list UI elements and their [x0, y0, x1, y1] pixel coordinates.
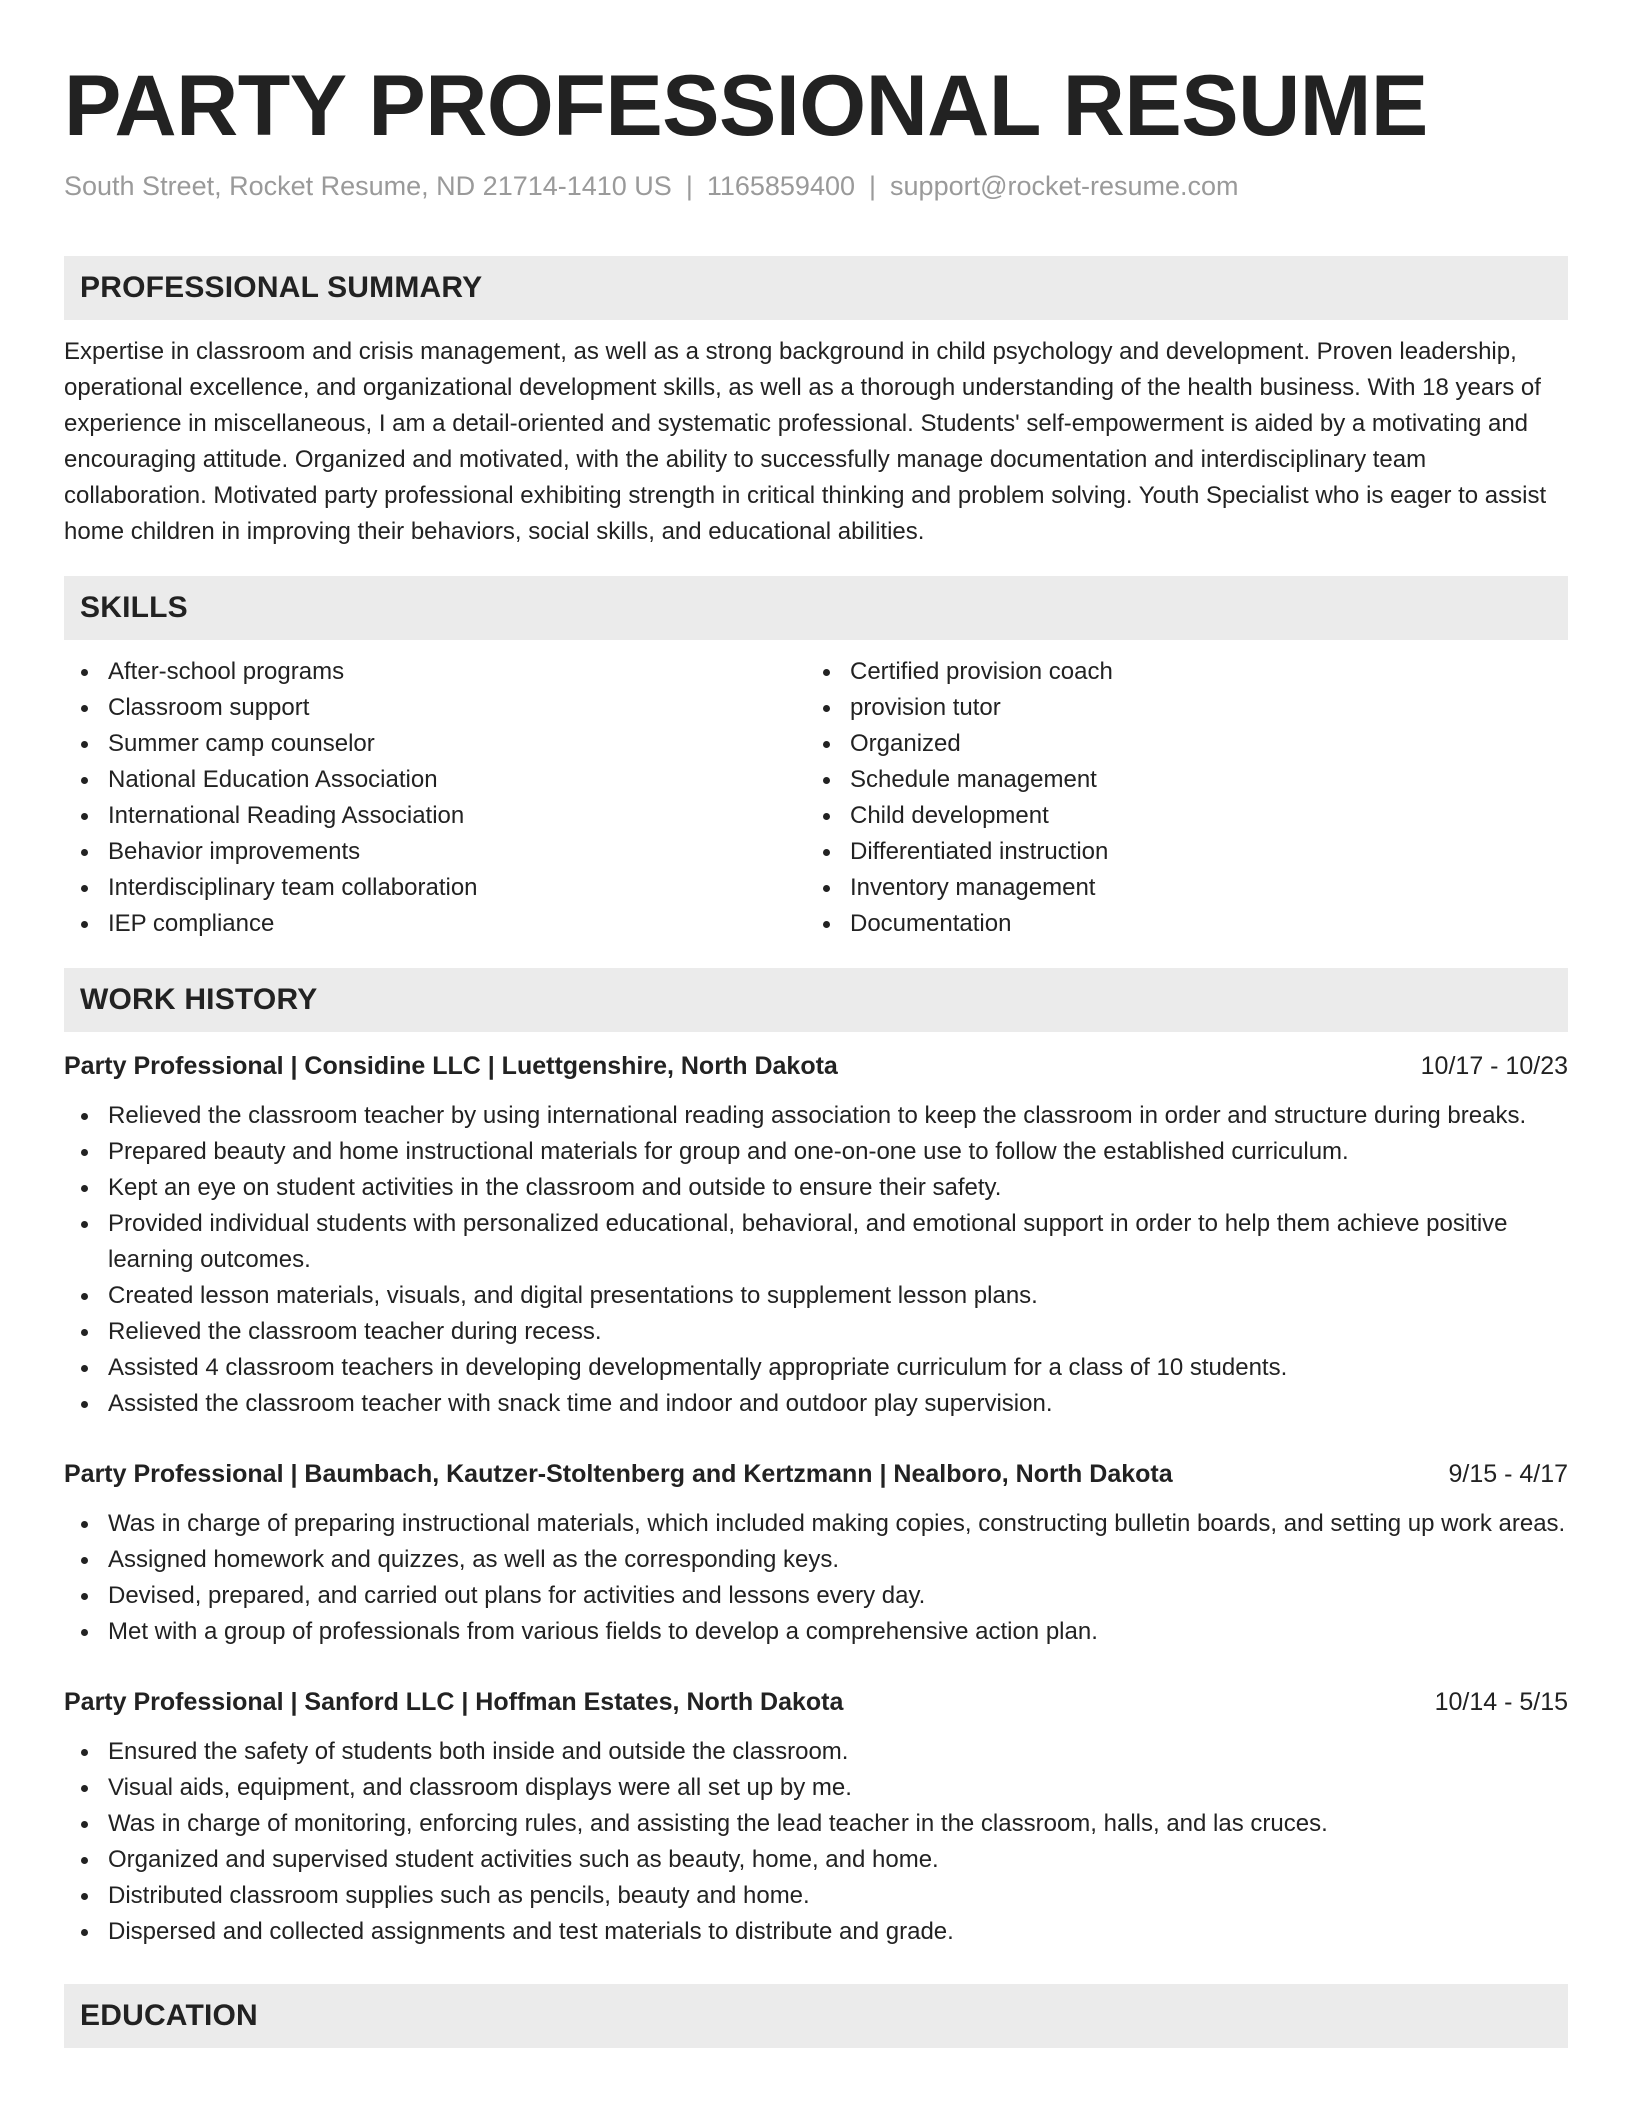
job-title: Party Professional | Considine LLC | Luettgenshire, North Dakota — [64, 1052, 838, 1080]
contact-phone: 1165859400 — [706, 171, 856, 201]
list-item: Classroom support — [64, 690, 806, 726]
job-header — [64, 1048, 1568, 1084]
contact-address: South Street, Rocket Resume, ND 21714-1410 US — [64, 171, 672, 201]
list-item: Organized — [806, 726, 1548, 762]
list-item: Devised, prepared, and carried out plans for activities and lessons every day. — [64, 1578, 1568, 1614]
list-item: Organized and supervised student activities such as beauty, home, and home. — [64, 1842, 1568, 1878]
list-item: Kept an eye on student activities in the classroom and outside to ensure their safety. — [64, 1170, 1568, 1206]
list-item: IEP compliance — [64, 906, 806, 942]
list-item: Relieved the classroom teacher during recess. — [64, 1314, 1568, 1350]
list-item: Relieved the classroom teacher by using international reading association to keep the classroom in order and structure during breaks. — [64, 1098, 1568, 1134]
job-entry — [64, 1048, 1568, 1422]
list-item: Dispersed and collected assignments and test materials to distribute and grade. — [64, 1914, 1568, 1950]
list-item: Was in charge of preparing instructional materials, which included making copies, constructing bulletin boards, and setting up work areas. — [64, 1506, 1568, 1542]
job-dates: 10/14 - 5/15 — [1434, 1688, 1568, 1716]
resume-title: PARTY PROFESSIONAL RESUME — [64, 58, 1428, 154]
skills-section-header: SKILLS — [64, 576, 1568, 640]
list-item: Met with a group of professionals from various fields to develop a comprehensive action plan. — [64, 1614, 1568, 1650]
list-item: Prepared beauty and home instructional materials for group and one-on-one use to follow the established curriculum. — [64, 1134, 1568, 1170]
job-bullet-list — [64, 1734, 1568, 1950]
list-item: Assigned homework and quizzes, as well as the corresponding keys. — [64, 1542, 1568, 1578]
list-item: Certified provision coach — [806, 654, 1548, 690]
contact-separator: | — [685, 171, 693, 201]
list-item: Was in charge of monitoring, enforcing rules, and assisting the lead teacher in the classroom, halls, and las cruces. — [64, 1806, 1568, 1842]
contact-line — [64, 168, 1568, 204]
skills-column-right — [806, 654, 1548, 942]
job-bullet-list — [64, 1506, 1568, 1650]
education-section-header: EDUCATION — [64, 1984, 1568, 2048]
contact-email: support@rocket-resume.com — [890, 171, 1239, 201]
list-item: International Reading Association — [64, 798, 806, 834]
list-item: Schedule management — [806, 762, 1548, 798]
summary-section-header: PROFESSIONAL SUMMARY — [64, 256, 1568, 320]
work-history-section-header: WORK HISTORY — [64, 968, 1568, 1032]
job-title: Party Professional | Baumbach, Kautzer-Stoltenberg and Kertzmann | Nealboro, North Dakota — [64, 1460, 1173, 1488]
list-item: Assisted the classroom teacher with snack time and indoor and outdoor play supervision. — [64, 1386, 1568, 1422]
list-item: Assisted 4 classroom teachers in developing developmentally appropriate curriculum for a class of 10 students. — [64, 1350, 1568, 1386]
list-item: Inventory management — [806, 870, 1548, 906]
skills-column-left — [64, 654, 806, 942]
list-item: Provided individual students with personalized educational, behavioral, and emotional support in order to help them achieve positive learning outcomes. — [64, 1206, 1568, 1278]
list-item: Ensured the safety of students both inside and outside the classroom. — [64, 1734, 1568, 1770]
job-header — [64, 1684, 1568, 1720]
work-history-list — [64, 1048, 1568, 1950]
summary-text: Expertise in classroom and crisis management, as well as a strong background in child psychology and development. Proven leadership, operational excellence, and organizational development skills, as well as a thorough understanding of the health business. With 18 years of experience in miscellaneous, I am a detail-oriented and systematic professional. Students' self-empowerment is aided by a motivating and encouraging attitude. Organized and motivated, with the ability to successfully manage documentation and interdisciplinary team collaboration. Motivated party professional exhibiting strength in critical thinking and problem solving. Youth Specialist who is eager to assist home children in improving their behaviors, social skills, and educational abilities. — [64, 338, 1547, 545]
job-entry — [64, 1684, 1568, 1950]
list-item: Differentiated instruction — [806, 834, 1548, 870]
list-item: Documentation — [806, 906, 1548, 942]
list-item: Visual aids, equipment, and classroom displays were all set up by me. — [64, 1770, 1568, 1806]
job-dates: 9/15 - 4/17 — [1448, 1460, 1568, 1488]
list-item: Child development — [806, 798, 1548, 834]
job-title: Party Professional | Sanford LLC | Hoffman Estates, North Dakota — [64, 1688, 844, 1716]
list-item: Created lesson materials, visuals, and digital presentations to supplement lesson plans. — [64, 1278, 1568, 1314]
job-bullet-list — [64, 1098, 1568, 1422]
list-item: Distributed classroom supplies such as pencils, beauty and home. — [64, 1878, 1568, 1914]
list-item: provision tutor — [806, 690, 1548, 726]
job-entry — [64, 1456, 1568, 1650]
list-item: Behavior improvements — [64, 834, 806, 870]
list-item: National Education Association — [64, 762, 806, 798]
list-item: Interdisciplinary team collaboration — [64, 870, 806, 906]
job-dates: 10/17 - 10/23 — [1420, 1052, 1568, 1080]
contact-separator: | — [869, 171, 877, 201]
list-item: Summer camp counselor — [64, 726, 806, 762]
job-header — [64, 1456, 1568, 1492]
list-item: After-school programs — [64, 654, 806, 690]
skills-list — [64, 654, 1568, 942]
